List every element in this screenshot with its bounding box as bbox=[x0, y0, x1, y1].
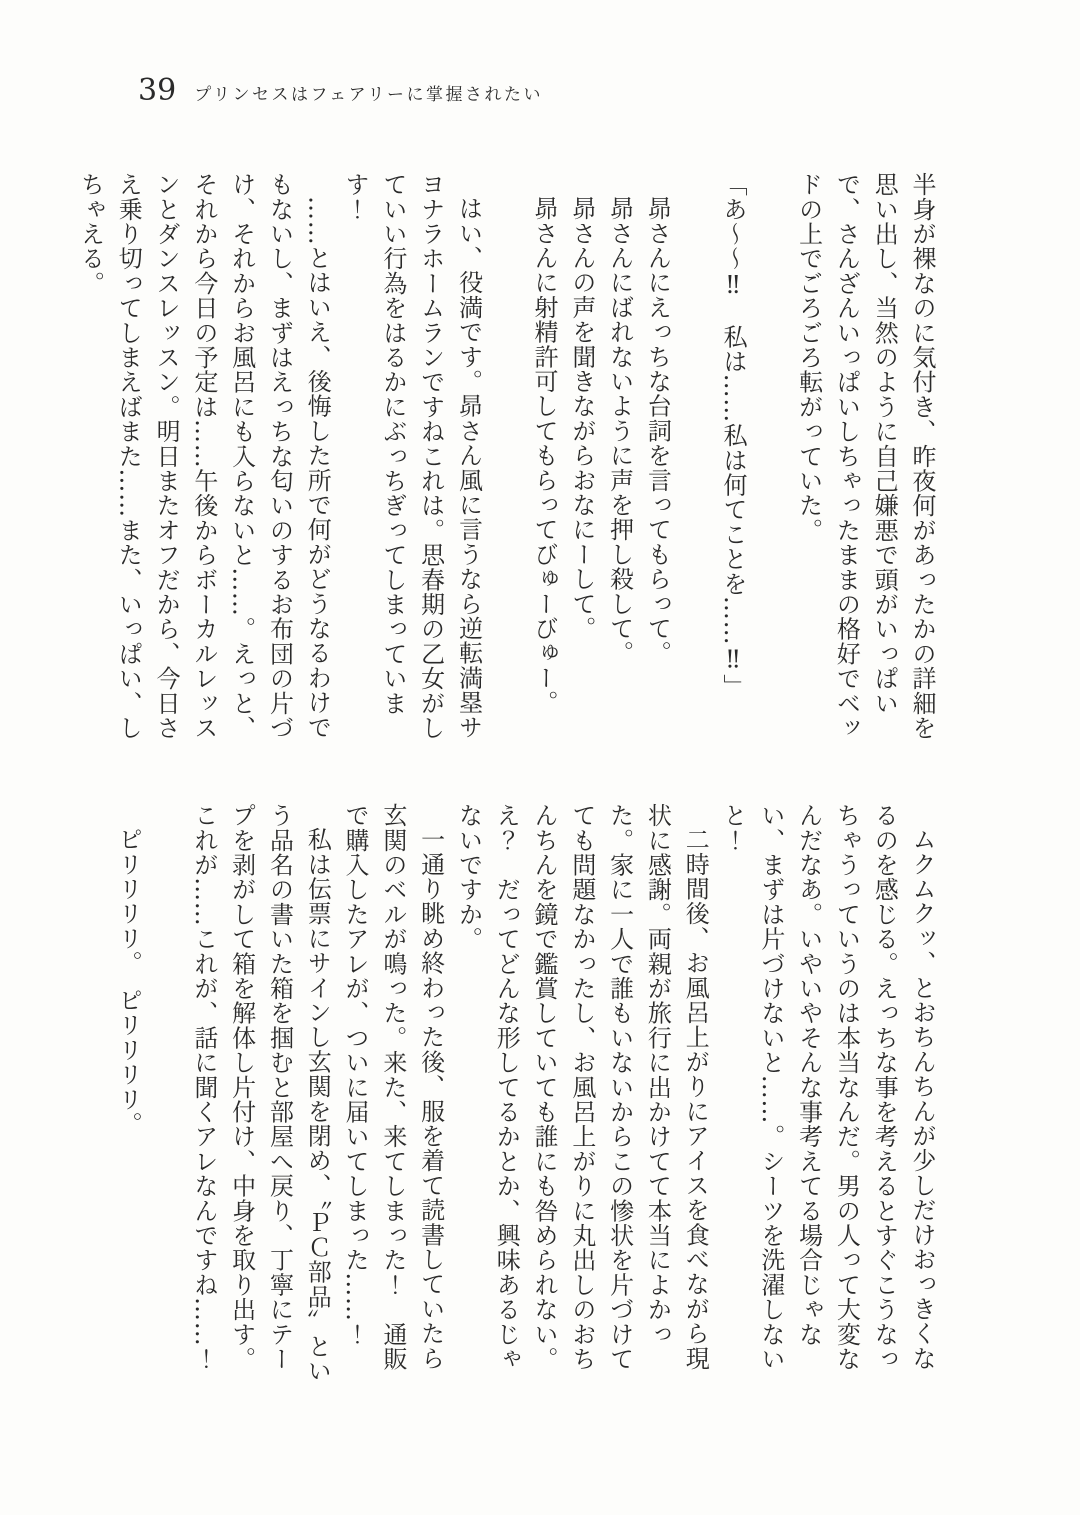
paragraph: 半身が裸なのに気付き、昨夜何があったかの詳細を思い出し、当然のように自己嫌悪で頭がいっぱいで、さんざんいっぱいしちゃったままの格好でベッドの上でごろごろ転がっていた。 bbox=[794, 172, 936, 741]
top-text-block bbox=[71, 172, 940, 764]
paragraph: ピリリリリ。 ピリリリリ。 bbox=[114, 827, 143, 1137]
paragraph: 昴さんの声を聞きながらおなにーして。 bbox=[567, 196, 596, 641]
paragraph: 一通り眺め終わった後、服を着て読書していたら玄関のベルが鳴った。来た、来てしまった！ 通販で購入したアレが、ついに届いてしまった……！ bbox=[341, 803, 445, 1372]
paragraph: ……とはいえ、後悔した所で何がどうなるわけでもないし、まずはえっちな匂いのするお布団の片づけ、それからお風呂にも入らないと……。えっと、それから今日の予定は……午後からボーカルレッスンとダンスレッスン。明日またオフだから、今日さえ乗り切ってしまえばまた……また、いっぱい、しちゃえる。 bbox=[76, 172, 332, 741]
running-title: プリンセスはフェアリーに掌握されたい bbox=[194, 85, 543, 105]
paragraph: ムクムクッ、とおちんちんが少しだけおっきくなるのを感じる。えっちな事を考えるとすぐこうなっちゃうっていうのは本当なんだ。男の人って大変なんだなあ。いやいやそんな事考えてる場合じゃない、まずは片づけないと……。シーツを洗濯しないと！ bbox=[719, 803, 936, 1372]
bottom-text-block bbox=[108, 803, 940, 1395]
paragraph: 私は伝票にサインし玄関を閉め、〝ＰＣ部品〟という品名の書いた箱を掴むと部屋へ戻り、丁寧にテープを剥がして箱を解体し片付け、中身を取り出す。これが……これが、話に聞くアレなんですね……！ bbox=[189, 803, 332, 1384]
page-header bbox=[138, 73, 543, 108]
paragraph: 昴さんにえっちな台詞を言ってもらって。 bbox=[643, 196, 672, 666]
paragraph: 昴さんに射精許可してもらってびゅーびゅー。 bbox=[530, 196, 559, 715]
page-number: 39 bbox=[138, 73, 177, 108]
paragraph: 昴さんにばれないように声を押し殺して。 bbox=[605, 196, 634, 666]
paragraph: はい、役満です。昴さん風に言うなら逆転満塁サヨナラホームランですねこれは。思春期の乙女がしていい行為をはるかにぶっちぎってしまっています！ bbox=[341, 172, 483, 741]
paragraph: 二時間後、お風呂上がりにアイスを食べながら現状に感謝。両親が旅行に出かけてて本当によかった。家に一人で誰もいないからこの惨状を片づけてても問題なかったし、お風呂上がりに丸出しのおちんちんを鏡で鑑賞していても誰にも咎められない。え？ だってどんな形してるかとか、興味あるじゃないですか。 bbox=[454, 803, 710, 1372]
paragraph: 「あ〜〜‼ 私は……私は何てことを……‼」 bbox=[719, 172, 748, 699]
